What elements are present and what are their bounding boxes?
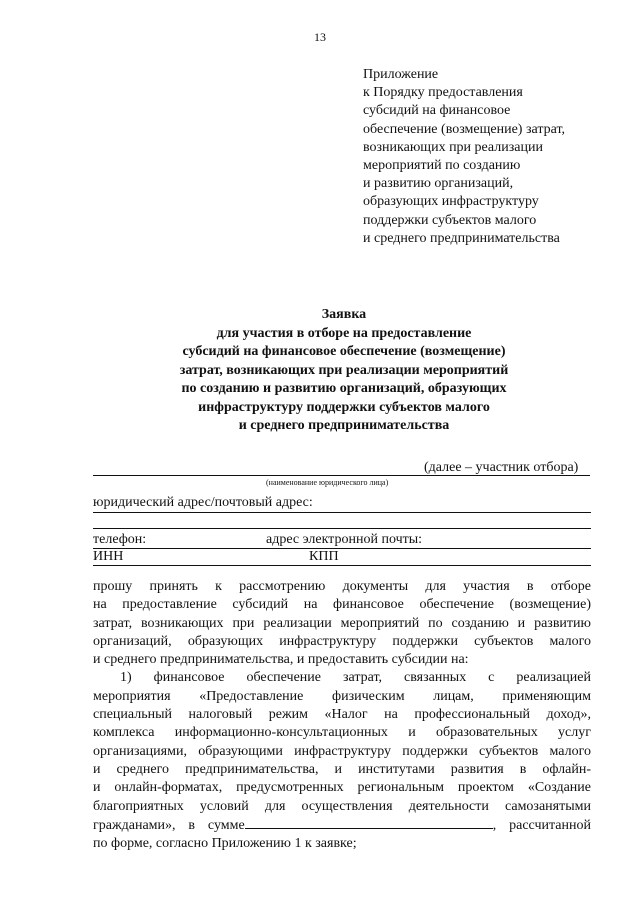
body-line: на предоставление субсидий на финансовое обеспечение (возмещение): [93, 597, 591, 613]
address-label: юридический адрес/почтовый адрес:: [93, 495, 313, 510]
appendix-line: Приложение: [363, 67, 439, 82]
appendix-line: субсидий на финансовое: [363, 103, 511, 119]
appendix-line: и развитию организаций,: [363, 176, 514, 192]
address-line-2[interactable]: [93, 528, 591, 529]
appendix-line: возникающих при реализации: [363, 139, 543, 155]
title-line: инфраструктуру поддержки субъектов малого: [198, 399, 490, 415]
body-line: организаций, образующих инфраструктуру поддержки субъектов малого: [93, 633, 591, 649]
page-number: 13: [314, 30, 326, 44]
document-title: [96, 306, 592, 436]
body-line: по форме, согласно Приложению 1 к заявке;: [93, 836, 357, 852]
appendix-line: и среднего предпринимательства: [363, 230, 560, 246]
title-line: по созданию и развитию организаций, образующих: [181, 381, 507, 396]
inn-kpp-line[interactable]: [93, 565, 591, 566]
appendix-line: к Порядку предоставления: [363, 85, 523, 101]
appendix-line: образующих инфраструктуру: [363, 194, 539, 210]
body-line: организациями, образующими инфраструктуру поддержки субъектов малого: [93, 743, 591, 759]
body-line: и среднего предпринимательства, и институтами развития в офлайн-: [93, 761, 591, 777]
sum-suffix: , рассчитанной: [492, 817, 591, 833]
entity-name-line[interactable]: [93, 475, 420, 476]
body-line: мероприятия «Предоставление физическим лицам, применяющим: [93, 688, 591, 704]
appendix-line: мероприятий по созданию: [363, 158, 521, 174]
item-1-first-line: 1) финансовое обеспечение затрат, связанных с реализацией: [120, 670, 591, 686]
body-line: прошу принять к рассмотрению документы для участия в отборе: [93, 579, 591, 594]
appendix-block: [363, 66, 565, 248]
inn-label: ИНН: [93, 549, 124, 564]
title-line: и среднего предпринимательства: [238, 418, 450, 433]
body-line: комплекса информационно-консультационных и образовательных услуг: [93, 725, 591, 741]
title-line: субсидий на финансовое обеспечение (возмещение): [182, 344, 506, 359]
phone-email-line[interactable]: [93, 548, 591, 549]
phone-label: телефон:: [93, 532, 147, 547]
entity-caption: (наименование юридического лица): [266, 478, 389, 487]
participant-suffix: (далее – участник отбора): [424, 460, 579, 475]
body-line: благоприятных условий для осуществления деятельности самозанятыми: [93, 798, 591, 814]
request-body: [93, 578, 591, 853]
title-line: для участия в отборе на предоставление: [216, 325, 472, 341]
body-line: специальный налоговый режим «Налог на профессиональный доход»,: [93, 707, 591, 723]
address-line[interactable]: [93, 512, 591, 513]
body-line: и онлайн-форматах, предусмотренных региональным проектом «Создание: [93, 780, 591, 796]
sum-line: [93, 816, 591, 835]
body-line: и среднего предпринимательства, и предоставить субсидии на:: [93, 652, 469, 668]
body-line: затрат, возникающих при реализации мероприятий по созданию и развитию: [93, 615, 591, 631]
sum-prefix: гражданами», в сумме: [93, 817, 245, 833]
title-line: затрат, возникающих при реализации мероприятий: [179, 362, 509, 378]
kpp-label: КПП: [309, 549, 339, 564]
appendix-line: обеспечение (возмещение) затрат,: [363, 121, 566, 137]
email-label: адрес электронной почты:: [266, 532, 423, 547]
appendix-line: поддержки субъектов малого: [363, 212, 537, 228]
sum-blank-field[interactable]: [245, 816, 493, 829]
entity-name-line-end: [420, 475, 590, 476]
title-line: Заявка: [321, 307, 367, 322]
